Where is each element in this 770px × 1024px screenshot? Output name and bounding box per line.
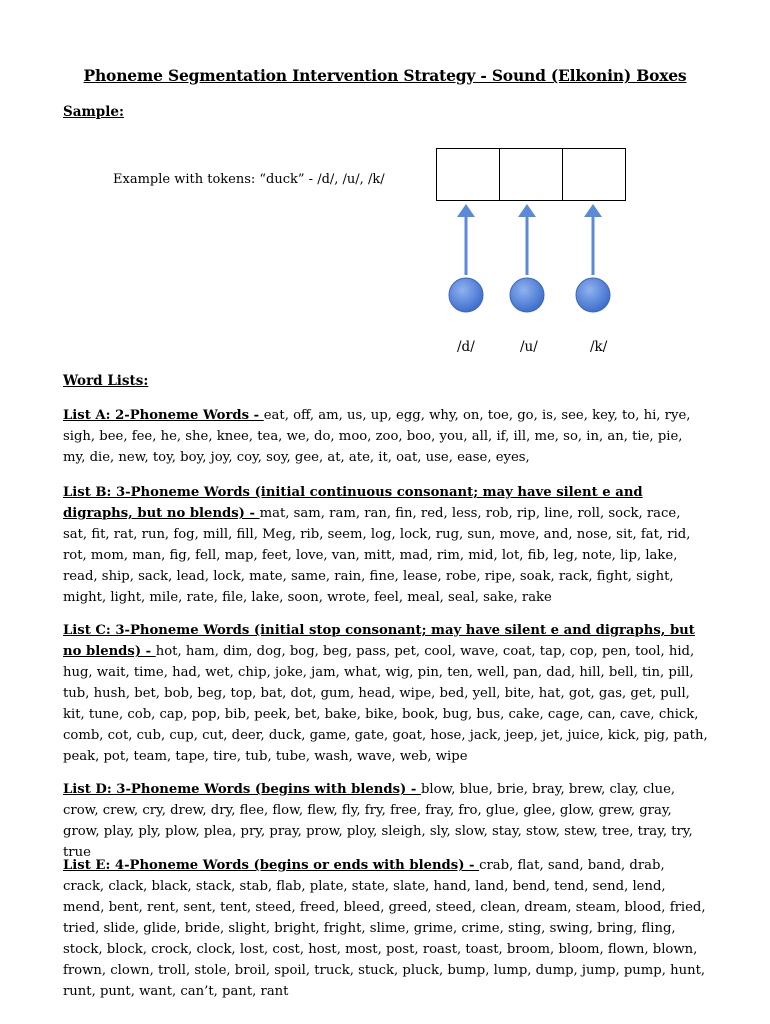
arrows-and-tokens bbox=[430, 200, 630, 320]
phoneme-label: /u/ bbox=[520, 339, 538, 355]
list-title: List E: 4-Phoneme Words (begins or ends with blends) - bbox=[63, 858, 480, 873]
list-words: hot, ham, dim, dog, bog, beg, pass, pet, cool, wave, coat, tap, cop, pen, tool, hid, hug, wait, time, had, wet, chip, joke, jam, what, wig, pin, ten, well, pan, dad, hill, bell, tin, pill, tub, hush, bet, bob, beg, top, bat, dot, gum, head, wipe, bed, yell, bite, hat, got, gas, get, pull, kit, tune, cob, cap, pop, bib, peek, bet, bake, bike, book, bug, bus, cake, cage, can, cave, chick, comb, cot, cub, cup, cut, deer, duck, game, gate, goat, hose, jack, jeep, jet, juice, kick, pig, path, peak, pot, team, tape, tire, tub, tube, wash, wave, web, wipe bbox=[63, 644, 708, 764]
token-circle bbox=[576, 278, 610, 312]
list-title: List B: 3-Phoneme Words (initial continuous consonant; may have silent e and digraphs, but no blends) - bbox=[63, 485, 643, 521]
list-words: eat, off, am, us, up, egg, why, on, toe, go, is, see, key, to, hi, rye, sigh, bee, fee, he, she, knee, tea, we, do, moo, zoo, boo, you, all, if, ill, me, so, in, an, tie, pie, my, die, new, toy, boy, joy, coy, soy, gee, at, ate, it, oat, use, ease, eyes, bbox=[63, 408, 691, 465]
list-b bbox=[63, 482, 708, 608]
list-words: blow, blue, brie, bray, brew, clay, clue, crow, crew, cry, drew, dry, flee, flow, flew, fly, fry, free, fray, fro, glue, glee, glow, grew, gray, grow, play, ply, plow, plea, pry, pray, prow, ploy, sleigh, sly, slow, stay, stow, stew, tree, tray, try, true bbox=[63, 782, 693, 860]
sound-box bbox=[437, 149, 500, 200]
list-words: mat, sam, ram, ran, fin, red, less, rob, rip, line, roll, sock, race, sat, fit, rat, run, fog, mill, fill, Meg, rib, seem, log, lock, rug, sun, move, and, nose, sit, fat, rid, rot, mom, man, fig, fell, map, feet, love, van, mitt, mad, rim, mid, lot, fib, leg, note, lip, lake, read, ship, sack, lead, lock, mate, same, rain, fine, lease, robe, ripe, soak, rack, fight, sight, might, light, mile, rate, file, lake, soon, wrote, feel, meal, seal, sake, rake bbox=[63, 506, 691, 605]
phoneme-label: /d/ bbox=[457, 339, 475, 355]
list-title: List D: 3-Phoneme Words (begins with blends) - bbox=[63, 782, 421, 797]
arrow-1 bbox=[457, 204, 475, 275]
list-words: crab, flat, sand, band, drab, crack, clack, black, stack, stab, flab, plate, state, slate, hand, land, bend, tend, send, lend, mend, bent, rent, sent, tent, steed, freed, bleed, greed, steed, clean, dream, steam, blood, fried, tried, slide, glide, bride, slight, bright, fright, slime, grime, crime, sting, swing, bring, fling, stock, block, crock, clock, lost, cost, host, most, post, roast, toast, broom, bloom, flown, blown, frown, clown, troll, stole, broil, spoil, truck, stuck, pluck, bump, lump, dump, jump, pump, hunt, runt, punt, want, can’t, pant, rant bbox=[63, 858, 706, 999]
arrow-3 bbox=[584, 204, 602, 275]
word-lists-heading: Word Lists: bbox=[63, 373, 149, 389]
token-circle bbox=[510, 278, 544, 312]
list-d bbox=[63, 779, 708, 863]
elkonin-boxes bbox=[436, 148, 626, 201]
sample-label: Sample: bbox=[63, 104, 124, 120]
page-title: Phoneme Segmentation Intervention Strategy - Sound (Elkonin) Boxes bbox=[83, 66, 687, 85]
phoneme-label: /k/ bbox=[590, 339, 608, 355]
sound-box bbox=[563, 149, 625, 200]
list-c bbox=[63, 620, 708, 767]
example-text: Example with tokens: “duck” - /d/, /u/, /k/ bbox=[113, 172, 385, 187]
list-title: List C: 3-Phoneme Words (initial stop consonant; may have silent e and digraphs, but no blends) - bbox=[63, 623, 695, 659]
list-a bbox=[63, 405, 708, 468]
token-circle bbox=[449, 278, 483, 312]
list-e bbox=[63, 855, 708, 1002]
sound-box bbox=[500, 149, 563, 200]
list-title: List A: 2-Phoneme Words - bbox=[63, 408, 264, 423]
arrow-2 bbox=[518, 204, 536, 275]
